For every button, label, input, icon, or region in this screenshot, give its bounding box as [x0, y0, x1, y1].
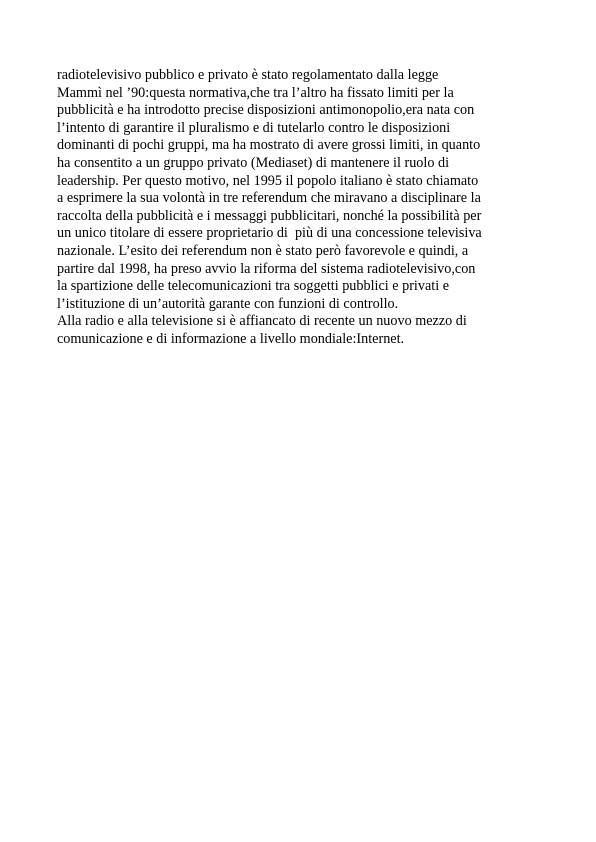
text-line: comunicazione e di informazione a livello mondiale:Internet. [57, 330, 405, 347]
text-line: ha consentito a un gruppo privato (Mediaset) di mantenere il ruolo di [57, 154, 450, 171]
text-line: Alla radio e alla televisione si è affiancato di recente un nuovo mezzo di [57, 313, 467, 330]
text-line: nazionale. L’esito dei referendum non è stato però favorevole e quindi, a [57, 242, 469, 259]
body-text [57, 67, 542, 349]
text-line: pubblicità e ha introdotto precise disposizioni antimonopolio,era nata con [57, 102, 475, 119]
text-line: raccolta della pubblicità e i messaggi pubblicitari, nonché la possibilità per [57, 207, 482, 224]
text-line: dominanti di pochi gruppi, ma ha mostrato di avere grossi limiti, in quanto [57, 137, 481, 154]
text-line: Mammì nel ’90:questa normativa,che tra l’altro ha fissato limiti per la [57, 84, 454, 101]
text-line: un unico titolare di essere proprietario di più di una concessione televisiva [57, 225, 482, 242]
text-line: radiotelevisivo pubblico e privato è stato regolamentato dalla legge [57, 67, 439, 83]
text-line: l’istituzione di un’autorità garante con funzioni di controllo. [57, 295, 399, 312]
text-line: partire dal 1998, ha preso avvio la riforma del sistema radiotelevisivo,con [57, 260, 476, 277]
text-line: a esprimere la sua volontà in tre referendum che miravano a disciplinare la [57, 190, 481, 207]
text-line: l’intento di garantire il pluralismo e di tutelarlo contro le disposizioni [57, 119, 451, 136]
text-line: la spartizione delle telecomunicazioni tra soggetti pubblici e privati e [57, 278, 449, 295]
text-line: leadership. Per questo motivo, nel 1995 il popolo italiano è stato chiamato [57, 172, 479, 189]
